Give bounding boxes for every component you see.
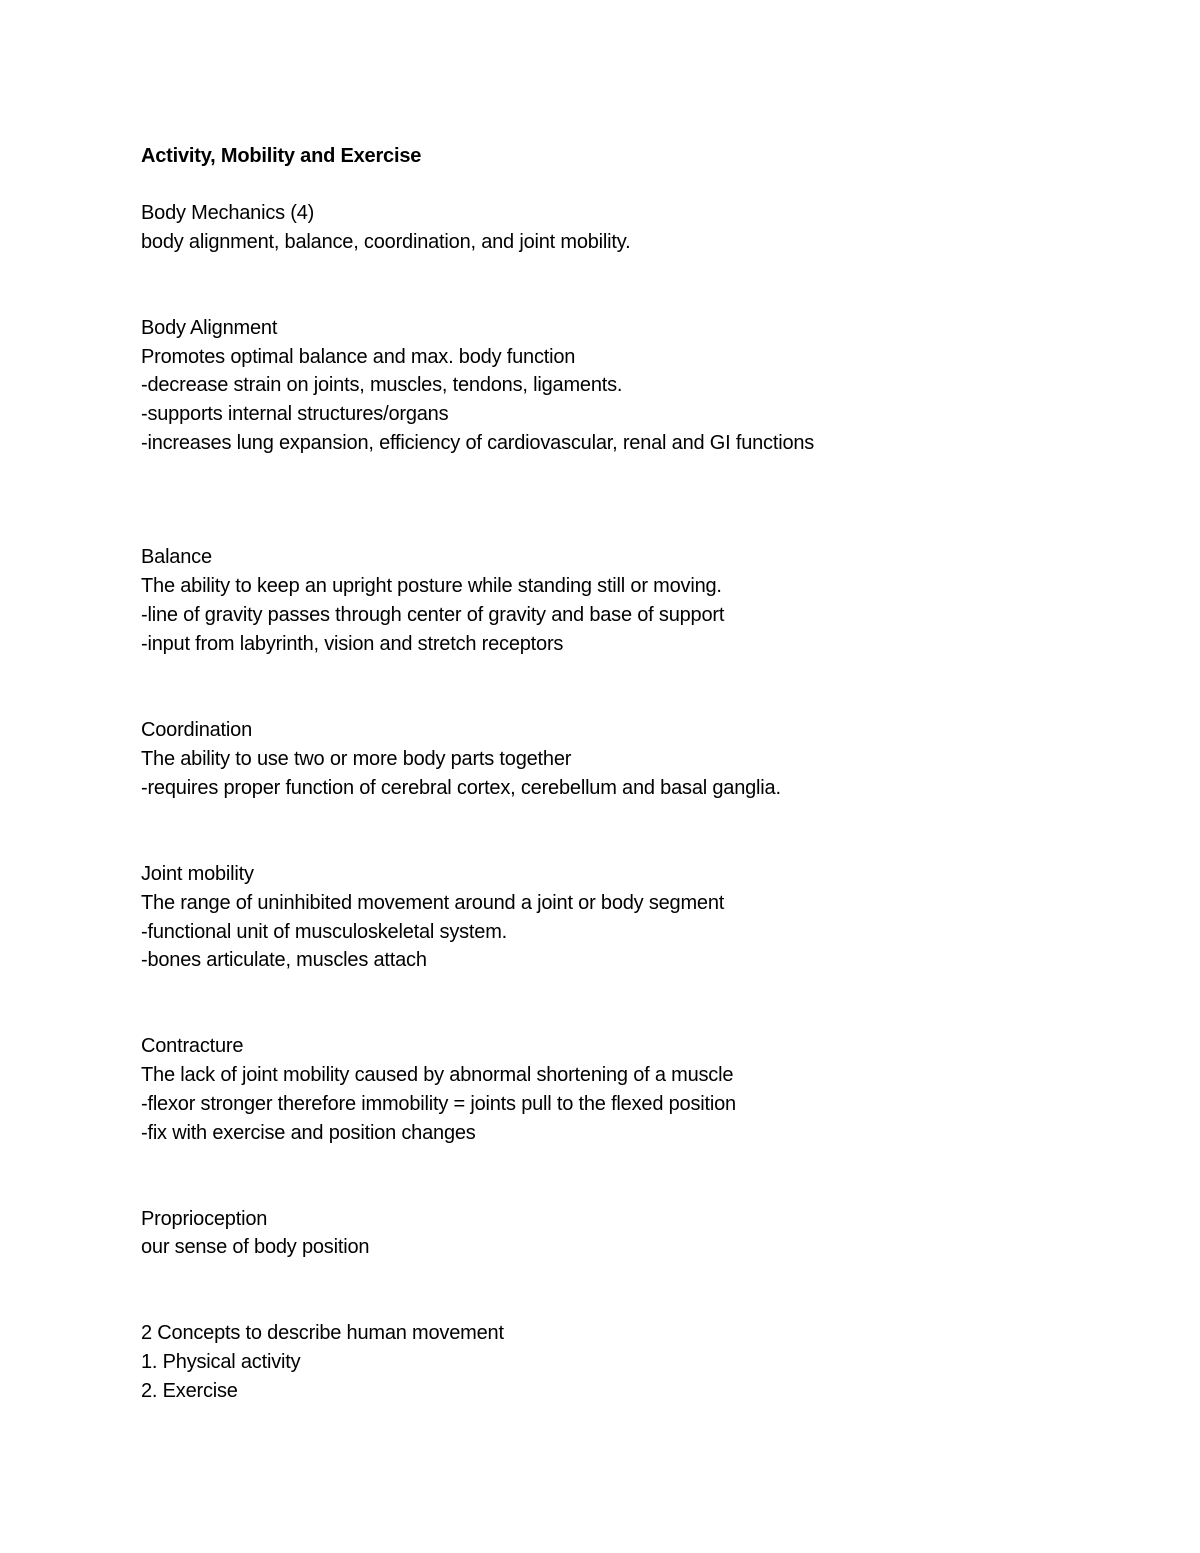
section-heading-balance: Balance [141, 546, 212, 568]
section-heading-concepts: 2 Concepts to describe human movement [141, 1322, 504, 1344]
section-heading-coordination: Coordination [141, 719, 253, 741]
section-line: body alignment, balance, coordination, and joint mobility. [141, 231, 631, 253]
section-line: The lack of joint mobility caused by abnormal shortening of a muscle [141, 1064, 734, 1086]
section-line: -flexor stronger therefore immobility = joints pull to the flexed position [141, 1093, 736, 1115]
section-line: -functional unit of musculoskeletal system. [141, 921, 508, 943]
section-line: -supports internal structures/organs [141, 403, 449, 425]
section-line: The range of uninhibited movement around a joint or body segment [141, 892, 725, 914]
section-line: -decrease strain on joints, muscles, tendons, ligaments. [141, 374, 623, 396]
section-heading-proprioception: Proprioception [141, 1208, 268, 1230]
section-line: -bones articulate, muscles attach [141, 949, 427, 971]
section-line: -input from labyrinth, vision and stretch receptors [141, 633, 564, 655]
section-line: -increases lung expansion, efficiency of cardiovascular, renal and GI functions [141, 432, 815, 454]
section-line: -requires proper function of cerebral cortex, cerebellum and basal ganglia. [141, 777, 781, 799]
section-line: 1. Physical activity [141, 1351, 301, 1373]
section-line: -fix with exercise and position changes [141, 1122, 476, 1144]
section-heading-contracture: Contracture [141, 1035, 244, 1057]
section-heading-body-mechanics: Body Mechanics (4) [141, 202, 315, 224]
section-line: Promotes optimal balance and max. body function [141, 346, 576, 368]
section-line: The ability to keep an upright posture while standing still or moving. [141, 575, 722, 597]
document-title: Activity, Mobility and Exercise [141, 145, 422, 167]
section-line: 2. Exercise [141, 1380, 238, 1402]
section-heading-joint-mobility: Joint mobility [141, 863, 254, 885]
section-line: -line of gravity passes through center of gravity and base of support [141, 604, 725, 626]
section-line: our sense of body position [141, 1236, 370, 1258]
section-line: The ability to use two or more body parts together [141, 748, 572, 770]
section-heading-body-alignment: Body Alignment [141, 317, 278, 339]
